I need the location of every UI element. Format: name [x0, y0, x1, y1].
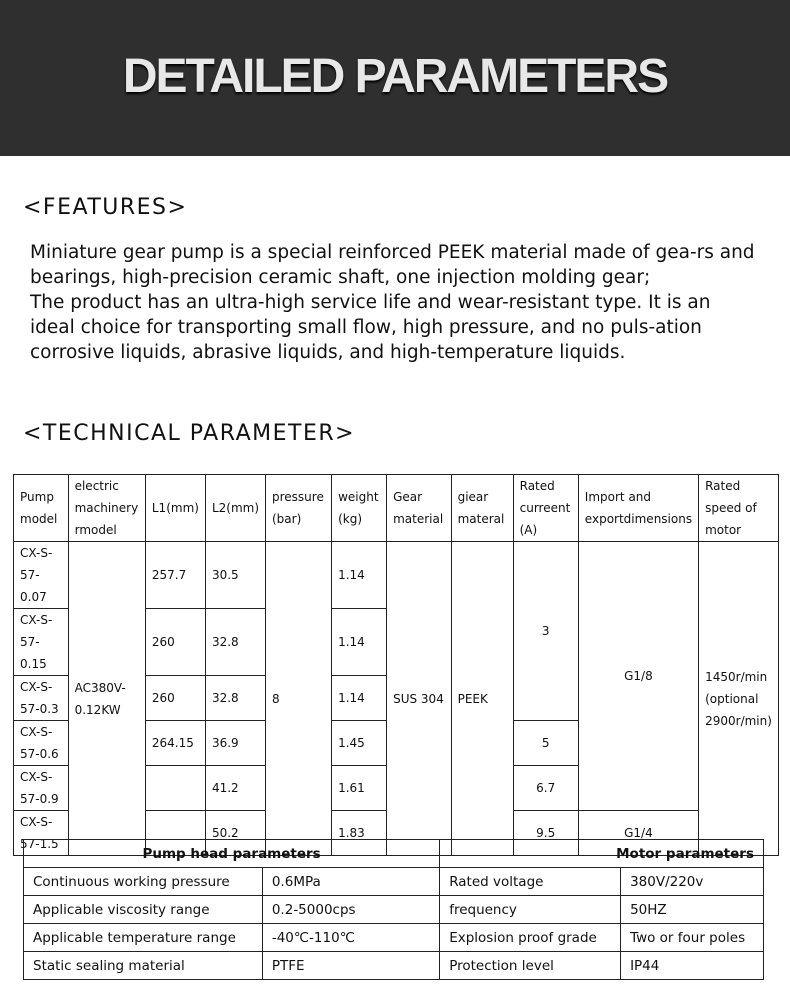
- table-row: [24, 868, 764, 896]
- technical-parameter-table: [13, 474, 779, 856]
- pump-motor-parameter-table: [23, 839, 764, 980]
- cell-gear-material: SUS 304: [387, 542, 451, 856]
- header-rated-current: Rated curreent (A): [513, 475, 578, 542]
- cell-model: CX-S-57-0.6: [14, 721, 69, 766]
- cell-l1: 260: [145, 609, 205, 676]
- page-title: DETAILED PARAMETERS: [122, 49, 668, 103]
- cell-l2: 41.2: [205, 766, 265, 811]
- cell-current: 6.7: [513, 766, 578, 811]
- cell-weight: 1.14: [332, 676, 387, 721]
- cell-pressure: 8: [266, 542, 332, 856]
- cell-l1: [145, 766, 205, 811]
- cell-model: CX-S-57-0.9: [14, 766, 69, 811]
- table-row: [24, 896, 764, 924]
- motor-param-value: 50HZ: [621, 896, 764, 924]
- header-gear-material: Gear material: [387, 475, 451, 542]
- cell-l1: 260: [145, 676, 205, 721]
- pump-param-label: Static sealing material: [24, 952, 263, 980]
- features-paragraph-2: The product has an ultra-high service life and wear-resistant type. It is an ideal choice for transporting small flow, high pressure, and no puls-ation corrosive liquids, abrasive liquids, and high-temperature liquids.: [30, 292, 711, 363]
- cell-l1: 257.7: [145, 542, 205, 609]
- cell-weight: 1.61: [332, 766, 387, 811]
- header-pump-model: Pump model: [14, 475, 69, 542]
- header-electric-model: electric machinery rmodel: [68, 475, 145, 542]
- cell-speed: 1450r/min (optional 2900r/min): [699, 542, 779, 856]
- header-l2: L2(mm): [205, 475, 265, 542]
- pump-param-label: Applicable temperature range: [24, 924, 263, 952]
- cell-l2: 30.5: [205, 542, 265, 609]
- motor-param-label: Explosion proof grade: [440, 924, 621, 952]
- pump-param-value: 0.2-5000cps: [262, 896, 439, 924]
- cell-weight: 1.45: [332, 721, 387, 766]
- features-description: [30, 240, 758, 365]
- pump-head-title: Pump head parameters: [24, 840, 440, 868]
- pump-param-label: Continuous working pressure: [24, 868, 263, 896]
- cell-l2: 32.8: [205, 609, 265, 676]
- motor-param-label: frequency: [440, 896, 621, 924]
- cell-electric-model: AC380V-0.12KW: [68, 542, 145, 856]
- motor-param-value: 380V/220v: [621, 868, 764, 896]
- motor-title: Motor parameters: [440, 840, 764, 868]
- params-header-row: [24, 840, 764, 868]
- pump-param-value: -40℃-110℃: [262, 924, 439, 952]
- cell-weight: 1.14: [332, 542, 387, 609]
- table-row: [24, 952, 764, 980]
- motor-param-label: Protection level: [440, 952, 621, 980]
- cell-l1: 264.15: [145, 721, 205, 766]
- features-paragraph-1: Miniature gear pump is a special reinforced PEEK material made of gea-rs and bearings, high-precision ceramic shaft, one injection molding gear;: [30, 242, 755, 288]
- cell-current: 3: [513, 542, 578, 721]
- pump-param-label: Applicable viscosity range: [24, 896, 263, 924]
- header-rated-speed: Rated speed of motor: [699, 475, 779, 542]
- header-weight: weight (kg): [332, 475, 387, 542]
- cell-port: G1/4: [578, 811, 698, 856]
- cell-current: 9.5: [513, 811, 578, 856]
- cell-l2: 32.8: [205, 676, 265, 721]
- pump-param-value: 0.6MPa: [262, 868, 439, 896]
- motor-param-label: Rated voltage: [440, 868, 621, 896]
- motor-param-value: Two or four poles: [621, 924, 764, 952]
- motor-param-value: IP44: [621, 952, 764, 980]
- cell-weight: 1.14: [332, 609, 387, 676]
- cell-model: CX-S-57-1.5: [14, 811, 69, 856]
- cell-l2: 36.9: [205, 721, 265, 766]
- cell-l2: 50.2: [205, 811, 265, 856]
- title-banner: [0, 0, 790, 156]
- table-row: [14, 542, 779, 609]
- cell-model: CX-S-57-0.3: [14, 676, 69, 721]
- table-header-row: [14, 475, 779, 542]
- technical-heading: <TECHNICAL PARAMETER>: [23, 421, 356, 446]
- cell-model: CX-S-57-0.15: [14, 609, 69, 676]
- pump-param-value: PTFE: [262, 952, 439, 980]
- header-import-export: Import and exportdimensions: [578, 475, 698, 542]
- features-heading: <FEATURES>: [23, 195, 188, 220]
- header-giear-material: giear materal: [451, 475, 513, 542]
- header-l1: L1(mm): [145, 475, 205, 542]
- cell-weight: 1.83: [332, 811, 387, 856]
- header-pressure: pressure (bar): [266, 475, 332, 542]
- cell-port: G1/8: [578, 542, 698, 811]
- cell-giear-material: PEEK: [451, 542, 513, 856]
- cell-model: CX-S-57-0.07: [14, 542, 69, 609]
- table-row: [24, 924, 764, 952]
- cell-current: 5: [513, 721, 578, 766]
